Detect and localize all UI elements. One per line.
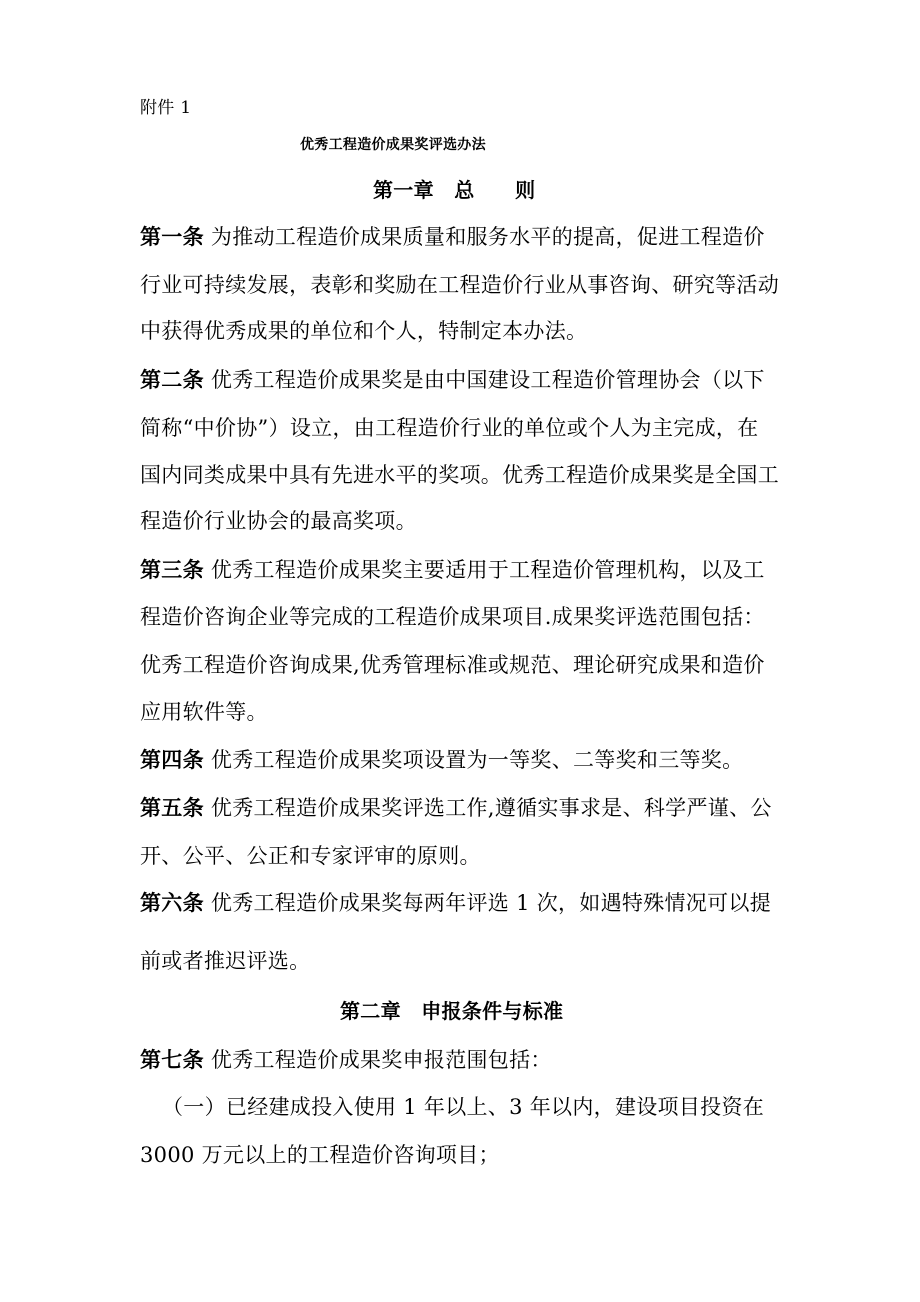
article-label: 第六条 <box>140 891 204 915</box>
article-text: 优秀工程造价成果奖每两年评选 1 次，如遇特殊情况可以提 <box>210 891 771 915</box>
article-text: 行业可持续发展，表彰和奖励在工程造价行业从事咨询、研究等活动 <box>140 273 779 297</box>
article-text: 优秀工程造价成果奖主要适用于工程造价管理机构，以及工 <box>210 558 765 582</box>
article-text: 优秀工程造价成果奖是由中国建设工程造价管理协会（以下 <box>210 368 765 392</box>
article-label: 第七条 <box>140 1048 204 1072</box>
chapter-heading-1: 第一章 总 则 <box>373 178 536 202</box>
article-label: 第五条 <box>140 796 204 820</box>
article-label: 第二条 <box>140 368 204 392</box>
article-label: 第三条 <box>140 558 204 582</box>
article-text: 优秀工程造价成果奖项设置为一等奖、二等奖和三等奖。 <box>210 748 744 772</box>
document-title: 优秀工程造价成果奖评选办法 <box>300 137 486 153</box>
chapter-heading-2: 第二章 申报条件与标准 <box>340 999 564 1023</box>
attachment-label: 附件 1 <box>140 98 192 118</box>
article-text: 应用软件等。 <box>140 700 268 724</box>
article-text: 国内同类成果中具有先进水平的奖项。优秀工程造价成果奖是全国工 <box>140 463 779 487</box>
article-text: 程造价咨询企业等完成的工程造价成果项目.成果奖评选范围包括： <box>140 605 765 629</box>
article-text: 3000 万元以上的工程造价咨询项目； <box>140 1143 500 1167</box>
article-text: 前或者推迟评选。 <box>140 949 311 973</box>
article-text: 程造价行业协会的最高奖项。 <box>140 509 417 533</box>
article-text: 为推动工程造价成果质量和服务水平的提高，促进工程造价 <box>210 225 765 249</box>
article-text: 优秀工程造价成果奖申报范围包括： <box>210 1048 552 1072</box>
article-label: 第四条 <box>140 748 204 772</box>
article-text: 开、公平、公正和专家评审的原则。 <box>140 844 481 868</box>
article-label: 第一条 <box>140 225 204 249</box>
article-text: 优秀工程造价成果奖评选工作,遵循实事求是、科学严谨、公 <box>210 796 772 820</box>
article-text: 简称“中价协”）设立，由工程造价行业的单位或个人为主完成，在 <box>140 416 759 440</box>
article-text: （一）已经建成投入使用 1 年以上、3 年以内，建设项目投资在 <box>162 1095 765 1119</box>
article-text: 优秀工程造价咨询成果,优秀管理标准或规范、理论研究成果和造价 <box>140 653 765 677</box>
article-text: 中获得优秀成果的单位和个人，特制定本办法。 <box>140 319 588 343</box>
